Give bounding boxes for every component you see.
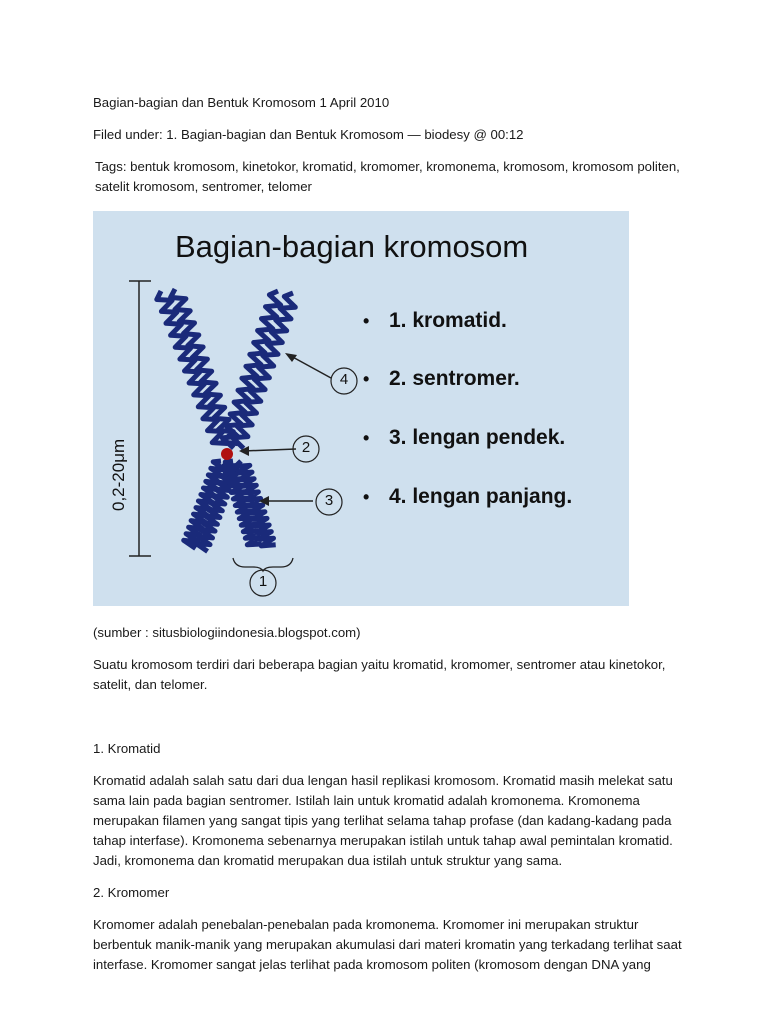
marker-1-label: 1 xyxy=(258,573,268,590)
marker-3-label: 3 xyxy=(324,492,334,509)
section-text-kromomer: Kromomer adalah penebalan-penebalan pada kromonema. Kromomer ini merupakan struktur berbentuk manik-manik yang merupakan akumulasi dari materi kromatin yang terkadang terlihat saat interfase. Kromomer sangat jelas terlihat pada kromosom politen (kromosom dengan DNA yang xyxy=(93,917,682,972)
scale-label: 0,2-20μm xyxy=(109,438,128,511)
chromosome-shape xyxy=(157,289,295,551)
filed-under-line: Filed under: 1. Bagian-bagian dan Bentuk Kromosom — biodesy @ 00:12 xyxy=(93,127,524,142)
document-title: Bagian-bagian dan Bentuk Kromosom 1 April 2010 xyxy=(93,95,390,110)
section-heading-kromatid: 1. Kromatid xyxy=(93,741,161,756)
marker-4-label: 4 xyxy=(339,371,349,388)
section-heading-kromomer: 2. Kromomer xyxy=(93,885,170,900)
marker-2-label: 2 xyxy=(301,439,311,456)
centromere-dot xyxy=(221,448,233,460)
intro-paragraph: Suatu kromosom terdiri dari beberapa bagian yaitu kromatid, kromomer, sentromer atau kinetokor, satelit, dan telomer. xyxy=(93,657,666,692)
legend-item-lengan-panjang: • 4. lengan panjang. xyxy=(363,485,572,509)
figure-title: Bagian-bagian kromosom xyxy=(175,229,529,264)
legend-item-kromatid: • 1. kromatid. xyxy=(363,309,507,333)
figure-source: (sumber : situsbiologiindonesia.blogspot.com) xyxy=(93,625,361,640)
tags-line: Tags: bentuk kromosom, kinetokor, kromatid, kromomer, kromonema, kromosom, kromosom politen, satelit kromosom, sentromer, telomer xyxy=(95,159,680,194)
chromosome-diagram xyxy=(93,211,629,606)
legend-item-sentromer: • 2. sentromer. xyxy=(363,367,520,391)
section-text-kromatid: Kromatid adalah salah satu dari dua lengan hasil replikasi kromosom. Kromatid masih melekat satu sama lain pada bagian sentromer. Istilah lain untuk kromatid adalah kromonema. Kromonema merupakan filamen yang sangat tipis yang terlihat selama tahap profase (dan kadang-kadang pada tahap interfase). Kromonema sebenarnya merupakan istilah untuk tahap awal pemintalan kromatid. Jadi, kromonema dan kromatid merupakan dua istilah untuk struktur yang sama. xyxy=(93,773,673,868)
kromatid-bracket xyxy=(233,558,293,571)
legend-item-lengan-pendek: • 3. lengan pendek. xyxy=(363,426,565,450)
chromosome-figure xyxy=(93,211,629,606)
